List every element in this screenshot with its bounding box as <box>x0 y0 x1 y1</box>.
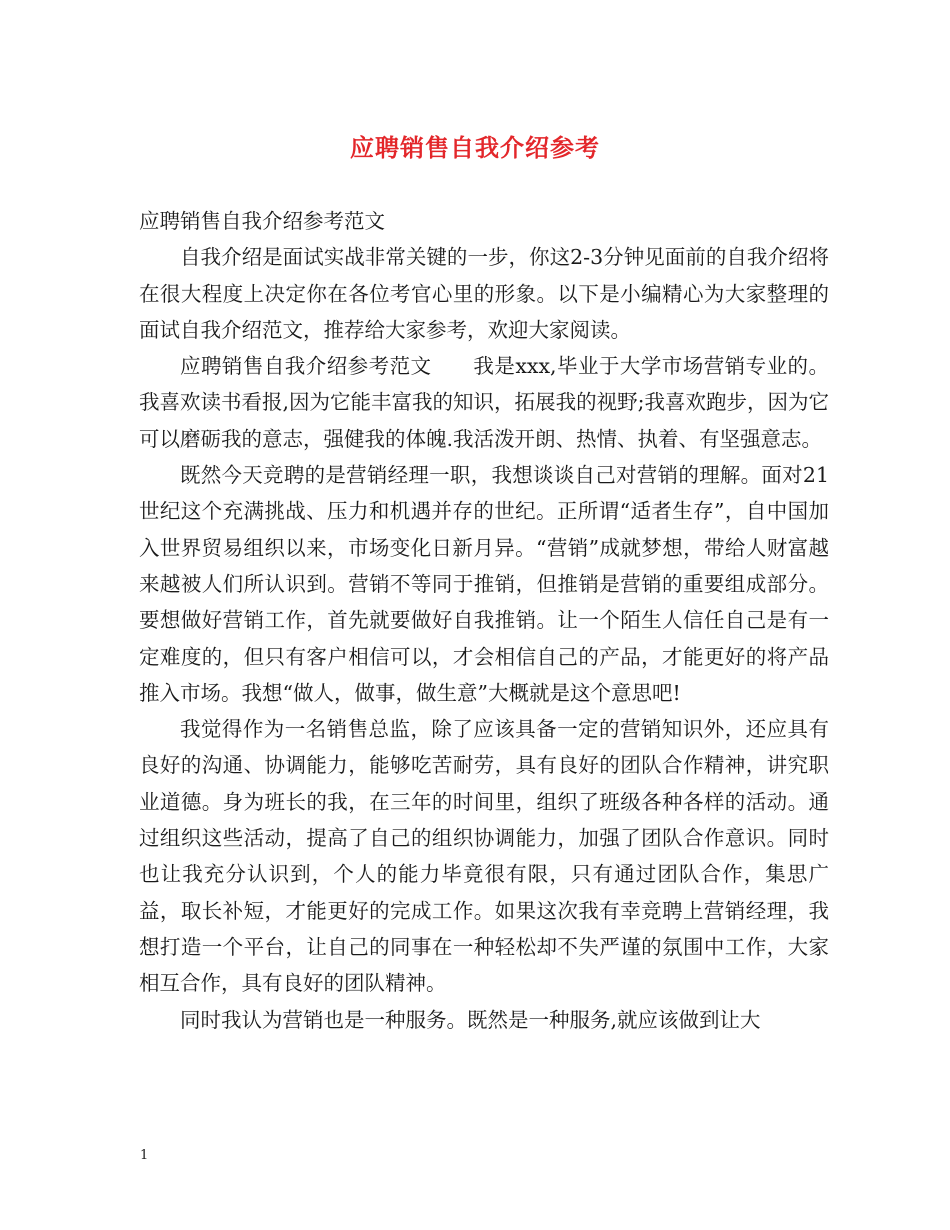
paragraph-sales-director: 我觉得作为一名销售总监，除了应该具备一定的营销知识外，还应具有良好的沟通、协调能力，能够吃苦耐劳，具有良好的团队合作精神，讲究职业道德。身为班长的我，在三年的时间里，组织了班级各种各样的活动。通过组织这些活动，提高了自己的组织协调能力，加强了团队合作意识。同时也让我充分认识到，个人的能力毕竟很有限，只有通过团队合作，集思广益，取长补短，才能更好的完成工作。如果这次我有幸竞聘上营销经理，我想打造一个平台，让自己的同事在一种轻松却不失严谨的氛围中工作，大家相互合作，具有良好的团队精神。 <box>139 717 829 996</box>
paragraph-intro: 自我介绍是面试实战非常关键的一步，你这2-3分钟见面前的自我介绍将在很大程度上决定你在各位考官心里的形象。以下是小编精心为大家整理的面试自我介绍范文，推荐给大家参考，欢迎大家阅读。 <box>139 245 829 342</box>
paragraph-marketing-understanding: 既然今天竞聘的是营销经理一职，我想谈谈自己对营销的理解。面对21世纪这个充满挑战、压力和机遇并存的世纪。正所谓“适者生存”，自中国加入世界贸易组织以来，市场变化日新月异。“营销”成就梦想，带给人财富越来越被人们所认识到。营销不等同于推销，但推销是营销的重要组成部分。要想做好营销工作，首先就要做好自我推销。让一个陌生人信任自己是有一定难度的，但只有客户相信可以，才会相信自己的产品，才能更好的将产品推入市场。我想“做人，做事，做生意”大概就是这个意思吧! <box>139 463 829 705</box>
paragraph-service: 同时我认为营销也是一种服务。既然是一种服务,就应该做到让大 <box>180 1007 761 1032</box>
page-number: 1 <box>140 1148 149 1163</box>
document-title: 应聘销售自我介绍参考 <box>350 133 600 162</box>
paragraph-self-intro: 应聘销售自我介绍参考范文 我是xxx,毕业于大学市场营销专业的。我喜欢读书看报,因为它能丰富我的知识，拓展我的视野;我喜欢跑步，因为它可以磨砺我的意志，强健我的体魄.我活泼开朗、热情、执着、有坚强意志。 <box>139 354 829 451</box>
document-subtitle: 应聘销售自我介绍参考范文 <box>139 209 385 233</box>
document-body <box>139 203 829 1038</box>
